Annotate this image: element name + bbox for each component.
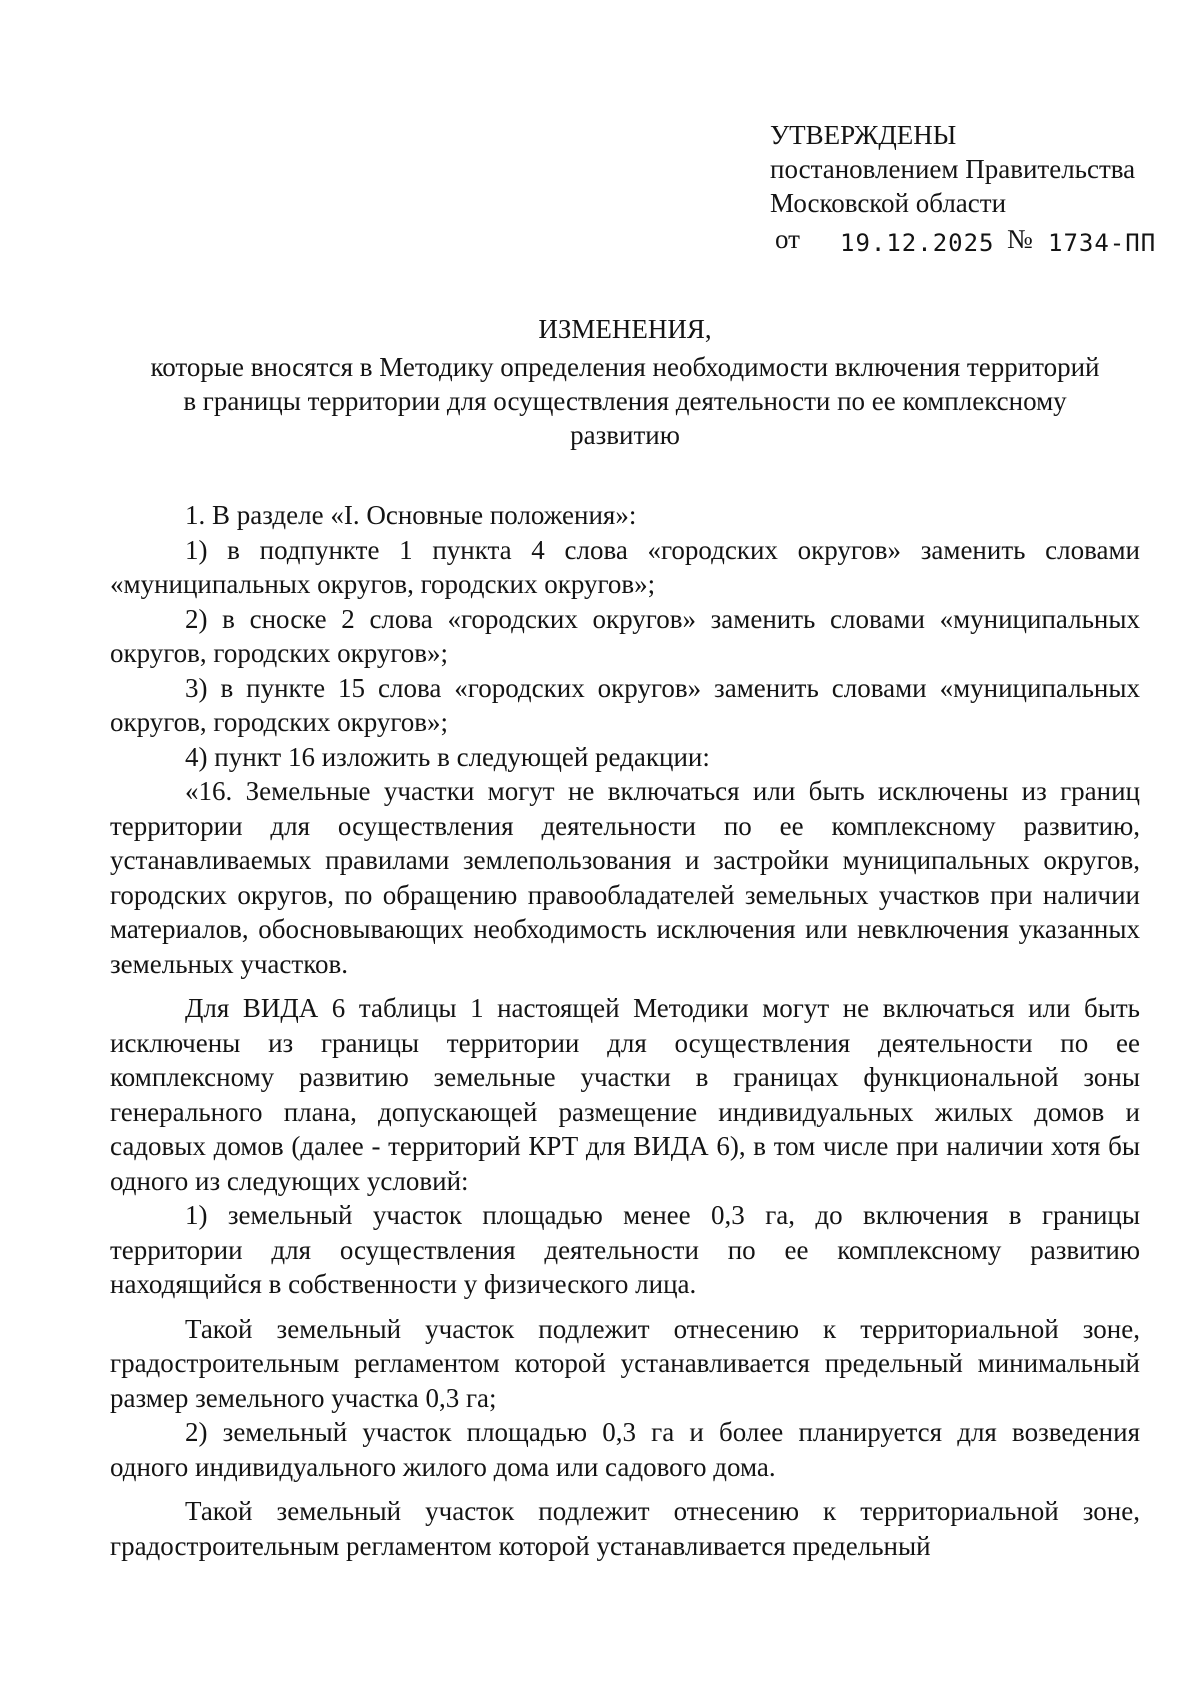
paragraph-type-6: Для ВИДА 6 таблицы 1 настоящей Методики могут не включаться или быть исключены из границы территории для осуществления деятельности по ее комплексному развитию земельные участки в границах функциональной зоны генерального плана, допускающей размещение индивидуальных жилых домов и садовых домов (далее - территорий КРТ для ВИДА 6), в том числе при наличии хотя бы одного из следующих условий:: [110, 993, 1140, 1196]
document-subtitle-line-3: развитию: [570, 420, 680, 450]
document-body: [110, 498, 1140, 1563]
document-title: ИЗМЕНЕНИЯ,: [538, 314, 712, 344]
approval-date-row: [770, 222, 1190, 256]
document-subtitle-line-1: которые вносятся в Методику определения необходимости включения территорий: [150, 352, 1100, 382]
approval-number-sign: №: [1007, 224, 1033, 254]
paragraph-item-1: 1) в подпункте 1 пункта 4 слова «городских округов» заменить словами «муниципальных округов, городских округов»;: [110, 534, 1140, 599]
document-heading: [110, 312, 1140, 452]
approval-stamp: УТВЕРЖДЕНЫ: [770, 120, 957, 150]
paragraph-item-3: 3) в пункте 15 слова «городских округов» заменить словами «муниципальных округов, городских округов»;: [110, 672, 1140, 737]
approval-number: 1734-ПП: [1048, 229, 1157, 257]
approval-from-label: от: [775, 224, 800, 254]
approval-line-1: постановлением Правительства: [770, 154, 1136, 184]
approval-block: [770, 118, 1190, 256]
paragraph-section-1: 1. В разделе «I. Основные положения»:: [185, 500, 637, 530]
paragraph-zone-note-1: Такой земельный участок подлежит отнесению к территориальной зоне, градостроительным регламентом которой устанавливается предельный минимальный размер земельного участка 0,3 га;: [110, 1313, 1140, 1413]
approval-line-2: Московской области: [770, 188, 1007, 218]
paragraph-point-16: «16. Земельные участки могут не включаться или быть исключены из границ территории для осуществления деятельности по ее комплексному развитию, устанавливаемых правилами землепользования и застройки муниципальных округов, городских округов, по обращению правообладателей земельных участков при наличии материалов, обосновывающих необходимость исключения или невключения указанных земельных участков.: [110, 776, 1140, 979]
approval-date: 19.12.2025: [840, 229, 995, 257]
paragraph-item-2: 2) в сноске 2 слова «городских округов» заменить словами «муниципальных округов, городских округов»;: [110, 603, 1140, 668]
paragraph-condition-2: 2) земельный участок площадью 0,3 га и более планируется для возведения одного индивидуального жилого дома или садового дома.: [110, 1417, 1140, 1482]
paragraph-zone-note-2: Такой земельный участок подлежит отнесению к территориальной зоне, градостроительным регламентом которой устанавливается предельный: [110, 1496, 1140, 1561]
paragraph-condition-1: 1) земельный участок площадью менее 0,3 га, до включения в границы территории для осуществления деятельности по ее комплексному развитию находящийся в собственности у физического лица.: [110, 1200, 1140, 1299]
paragraph-item-4: 4) пункт 16 изложить в следующей редакции:: [185, 741, 710, 772]
document-subtitle-line-2: в границы территории для осуществления деятельности по ее комплексному: [183, 386, 1067, 416]
